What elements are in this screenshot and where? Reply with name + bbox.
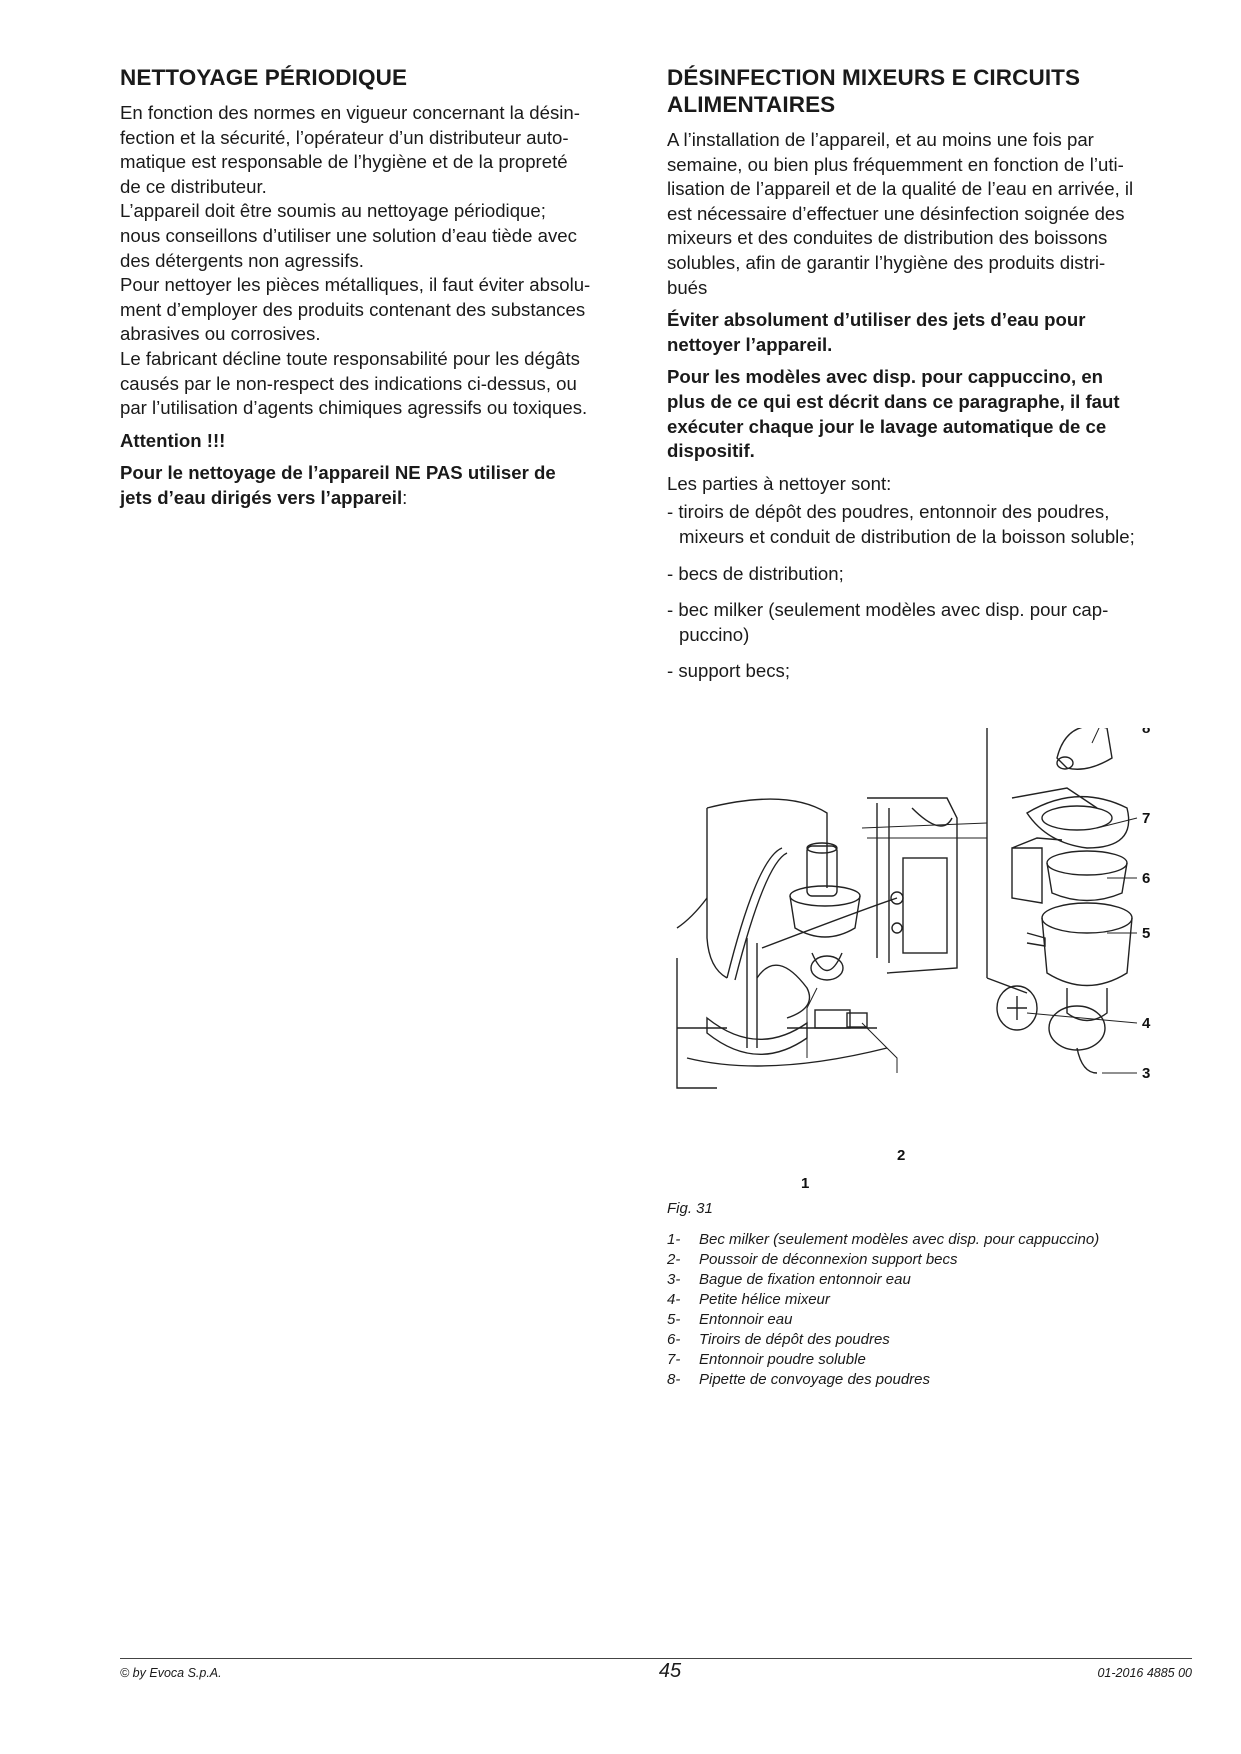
section-heading-periodic-cleaning: NETTOYAGE PÉRIODIQUE [120,65,408,90]
callout-8: 8 [1142,728,1151,737]
left-column [120,64,640,511]
text-line: Pour les modèles avec disp. pour cappuccino, en [667,366,1104,388]
disinfection-intro [667,128,1192,300]
text-line: Pour le nettoyage de l’appareil NE PAS utiliser de [120,462,556,484]
heading-line: DÉSINFECTION MIXEURS E CIRCUITS [667,65,1081,90]
text-line: mixeurs et des conduites de distribution des boissons [667,227,1108,249]
list-item: - support becs; [667,660,790,682]
legend-item: 2- Poussoir de déconnexion support becs [667,1251,958,1268]
footer-divider [120,1658,1192,1659]
text-line: par l’utilisation d’agents chimiques agressifs ou toxiques. [120,397,588,419]
callout-3: 3 [1142,1065,1151,1082]
exploded-parts [997,728,1132,1073]
text-line: est nécessaire d’effectuer une désinfection soignée des [667,202,1125,224]
figure-31-illustration [667,728,1177,1198]
document-code: 01-2016 4885 00 [1097,1666,1192,1680]
mixer-exploded-drawing [667,728,1177,1198]
text-line: jets d’eau dirigés vers l’appareil [120,486,403,508]
text-line: Éviter absolument d’utiliser des jets d’eau pour [667,309,1086,331]
text-line: causés par le non-respect des indications ci-dessus, ou [120,372,577,394]
water-jet-warning [120,461,640,510]
cappuccino-warning [667,365,1192,463]
callout-4: 4 [1142,1015,1151,1032]
text-line: lisation de l’appareil et de la qualité de l’eau en arrivée, il [667,178,1134,200]
figure-caption: Fig. 31 [667,1200,713,1217]
callout-6: 6 [1142,870,1151,887]
heading-line: ALIMENTAIRES [667,92,836,117]
text-line: matique est responsable de l’hygiène et de la propreté [120,151,568,173]
legend-item: 1- Bec milker (seulement modèles avec disp. pour cappuccino) [667,1231,1100,1248]
warning-colon: : [402,486,408,508]
footer-copyright: © by Evoca S.p.A. [120,1666,222,1680]
list-item: - tiroirs de dépôt des poudres, entonnoir des poudres, mixeurs et conduit de distribution de la boisson soluble; [667,501,1135,547]
list-item: - bec milker (seulement modèles avec disp. pour cap- puccino) [667,599,1109,645]
text-line: Le fabricant décline toute responsabilité pour les dégâts [120,347,580,369]
text-line: semaine, ou bien plus fréquemment en fonction de l’uti- [667,153,1124,175]
legend-item: 6- Tiroirs de dépôt des poudres [667,1331,890,1348]
legend-item: 5- Entonnoir eau [667,1311,793,1328]
callout-1: 1 [801,1175,810,1192]
right-column [667,64,1192,696]
callout-7: 7 [1142,810,1151,827]
legend-item: 8- Pipette de convoyage des poudres [667,1371,930,1388]
text-line: A l’installation de l’appareil, et au moins une fois par [667,129,1094,150]
periodic-cleaning-text [120,101,640,421]
callout-2: 2 [897,1147,906,1164]
text-line: nettoyer l’appareil. [667,333,833,355]
text-line: dispositif. [667,440,755,462]
text-line: de ce distributeur. [120,175,267,197]
text-line: Pour nettoyer les pièces métalliques, il faut éviter absolu- [120,274,591,296]
parts-intro: Les parties à nettoyer sont: [667,472,892,494]
text-line: exécuter chaque jour le lavage automatique de ce [667,415,1107,437]
text-line: bués [667,276,708,298]
water-jet-warning-right [667,308,1192,357]
text-line: fection et la sécurité, l’opérateur d’un distributeur auto- [120,126,569,148]
machine-interior [677,798,957,1088]
legend-item: 3- Bague de fixation entonnoir eau [667,1271,911,1288]
text-line: des détergents non agressifs. [120,249,364,271]
list-item: - becs de distribution; [667,562,844,584]
parts-list [667,500,1192,684]
section-heading-disinfection [667,64,1192,118]
text-line: plus de ce qui est décrit dans ce paragraphe, il faut [667,390,1120,412]
page-number: 45 [658,1660,682,1682]
text-line: nous conseillons d’utiliser une solution d’eau tiède avec [120,224,577,246]
text-line: ment d’employer des produits contenant des substances [120,298,586,320]
text-line: solubles, afin de garantir l’hygiène des produits distri- [667,251,1106,273]
figure-legend [667,1230,1187,1390]
text-line: abrasives ou corrosives. [120,323,321,345]
text-line: L’appareil doit être soumis au nettoyage périodique; [120,200,546,222]
text-line: En fonction des normes en vigueur concernant la désin- [120,102,580,123]
legend-item: 7- Entonnoir poudre soluble [667,1351,866,1368]
attention-label: Attention !!! [120,429,226,451]
legend-item: 4- Petite hélice mixeur [667,1291,830,1308]
callout-5: 5 [1142,925,1151,942]
